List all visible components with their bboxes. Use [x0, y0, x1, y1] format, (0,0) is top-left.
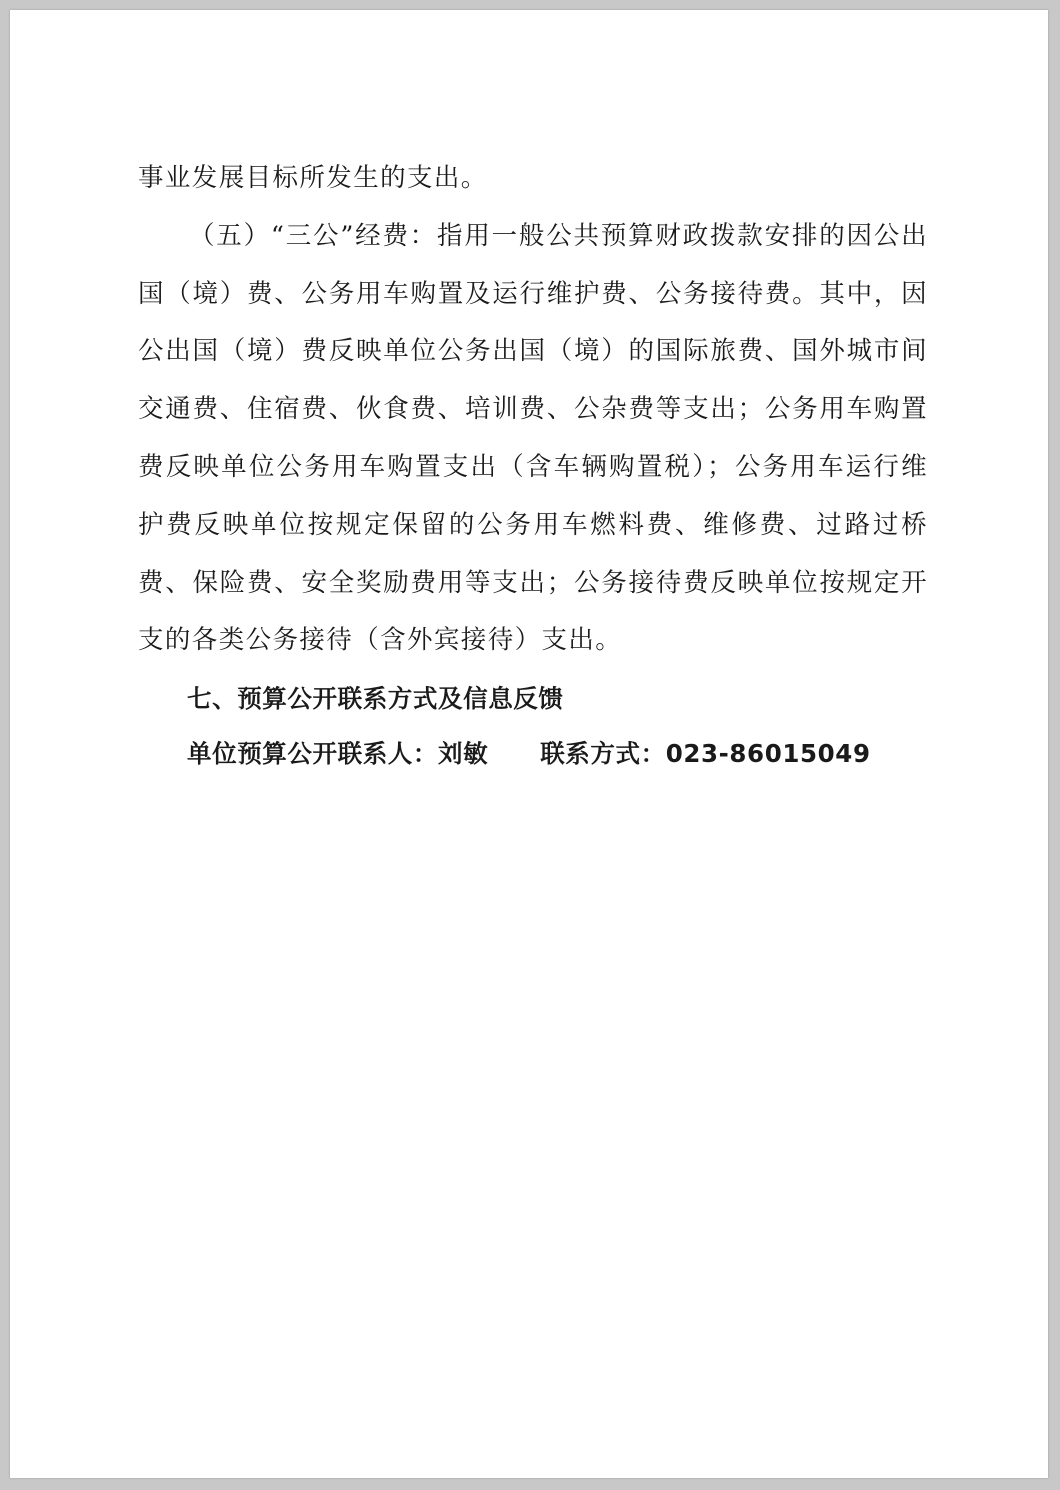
paragraph-continued: 事业发展目标所发生的支出。	[138, 163, 488, 193]
contact-line	[138, 727, 928, 781]
contact-method: 联系方式：023-86015049	[540, 739, 871, 769]
document-page	[10, 10, 1048, 1478]
section-heading: 七、预算公开联系方式及信息反馈	[187, 684, 564, 714]
contact-person: 单位预算公开联系人：刘敏	[187, 739, 489, 769]
paragraph-sangong-expenses: （五）“三公”经费：指用一般公共预算财政拨款安排的因公出国（境）费、公务用车购置及运行维护费、公务接待费。其中，因公出国（境）费反映单位公务出国（境）的国际旅费、国外城市间交通费、住宿费、伙食费、培训费、公杂费等支出；公务用车购置费反映单位公务用车购置支出（含车辆购置税）；公务用车运行维护费反映单位按规定保留的公务用车燃料费、维修费、过路过桥费、保险费、安全奖励费用等支出；公务接待费反映单位按规定开支的各类公务接待（含外宾接待）支出。	[138, 220, 928, 656]
document-body	[138, 150, 928, 781]
